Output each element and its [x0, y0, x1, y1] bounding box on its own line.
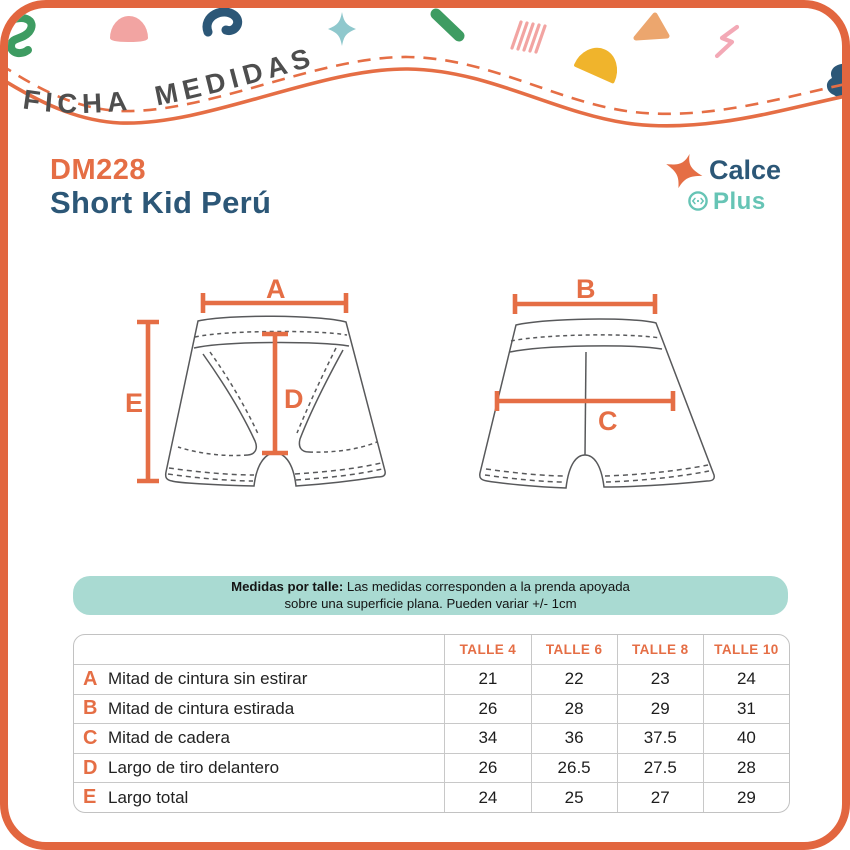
row-value: 31 — [703, 695, 789, 724]
table-row — [74, 664, 789, 694]
row-label: Mitad de cintura estirada — [108, 698, 295, 718]
column-header-talle-6: TALLE 6 — [531, 635, 617, 664]
green-bar-icon — [436, 14, 459, 36]
row-value: 36 — [531, 724, 617, 753]
measures-info-banner — [73, 576, 788, 615]
measure-label-e: E — [125, 388, 144, 418]
row-value: 34 — [444, 724, 530, 753]
banner-line-2: sobre una superficie plana. Pueden variar +/- 1cm — [284, 595, 577, 611]
measure-label-c: C — [598, 406, 618, 436]
peach-triangle-icon — [636, 15, 667, 38]
row-value: 26.5 — [531, 754, 617, 783]
row-value: 29 — [617, 695, 703, 724]
size-table — [73, 634, 790, 813]
brand-name: Calce — [709, 155, 782, 185]
row-value: 27 — [617, 783, 703, 812]
product-code: DM228 — [50, 154, 146, 186]
row-letter: A — [83, 667, 98, 690]
row-value: 21 — [444, 665, 530, 694]
teal-sparkle-icon — [328, 12, 356, 46]
table-row — [74, 782, 789, 812]
row-value: 22 — [531, 665, 617, 694]
row-letter: C — [83, 726, 98, 749]
banner-bold-text: Medidas por talle: — [231, 579, 344, 594]
column-header-talle-8: TALLE 8 — [617, 635, 703, 664]
row-value: 25 — [531, 783, 617, 812]
row-value: 26 — [444, 695, 530, 724]
ribbon-title: FICHA MEDIDAS — [21, 40, 319, 120]
row-value: 29 — [703, 783, 789, 812]
row-value: 28 — [531, 695, 617, 724]
table-row — [74, 753, 789, 783]
row-value: 37.5 — [617, 724, 703, 753]
banner-line-1 — [231, 579, 630, 596]
banner-text-1: Las medidas corresponden a la prenda apoyada — [346, 579, 630, 594]
column-header-talle-4: TALLE 4 — [444, 635, 530, 664]
table-row — [74, 723, 789, 753]
green-squiggle-icon — [8, 18, 32, 53]
measure-label-b: B — [576, 274, 596, 304]
navy-squiggle-icon — [207, 12, 238, 32]
calce-star-icon — [663, 151, 705, 191]
column-header-talle-10: TALLE 10 — [703, 635, 789, 664]
measure-label-a: A — [266, 274, 286, 304]
plus-circle-icon — [687, 190, 709, 212]
pink-hatch-icon — [512, 22, 545, 52]
header-empty-cell — [74, 635, 444, 664]
row-value: 27.5 — [617, 754, 703, 783]
size-table-header-row — [74, 635, 789, 664]
row-label: Mitad de cadera — [108, 728, 230, 748]
row-label: Largo de tiro delantero — [108, 758, 280, 778]
row-value: 24 — [444, 783, 530, 812]
row-value: 40 — [703, 724, 789, 753]
yellow-dome-icon — [576, 43, 622, 81]
navy-blob-icon — [827, 64, 842, 98]
row-value: 28 — [703, 754, 789, 783]
row-value: 23 — [617, 665, 703, 694]
shorts-back-diagram — [480, 319, 714, 488]
pink-lightning-icon — [717, 27, 737, 56]
row-value: 26 — [444, 754, 530, 783]
row-label: Largo total — [108, 787, 189, 807]
row-letter: B — [83, 697, 98, 720]
pink-dome-icon — [110, 16, 148, 42]
row-letter: D — [83, 756, 98, 779]
measure-label-d: D — [284, 384, 304, 414]
table-row — [74, 694, 789, 724]
tier-name: Plus — [713, 188, 766, 215]
row-value: 24 — [703, 665, 789, 694]
row-letter: E — [83, 786, 97, 809]
row-label: Mitad de cintura sin estirar — [108, 669, 308, 689]
product-name: Short Kid Perú — [50, 185, 272, 220]
